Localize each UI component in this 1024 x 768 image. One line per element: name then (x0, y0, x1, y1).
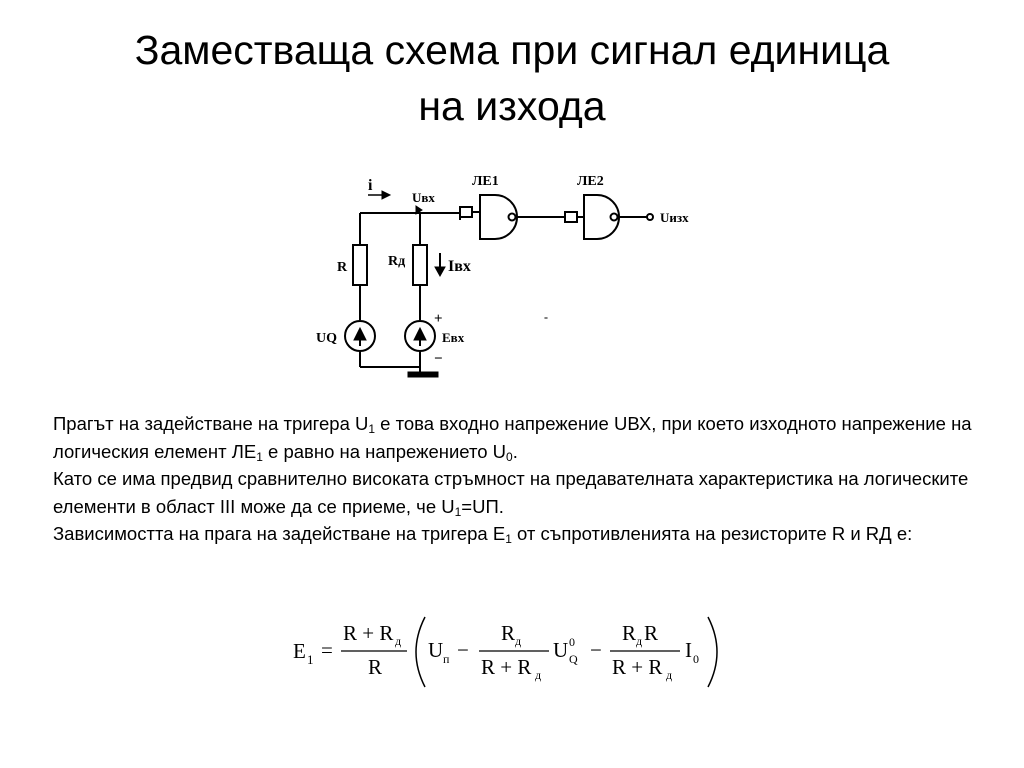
logic-gate-le1 (480, 195, 517, 239)
frac1-numerator-sub: д (395, 634, 402, 648)
formula-up: U (428, 638, 444, 662)
label-uvx: Uвх (412, 190, 435, 205)
current-i-arrow-icon (382, 191, 390, 199)
formula-i0-sub: 0 (693, 652, 699, 666)
label-r: R (337, 260, 348, 275)
frac3-numerator-sub: д (636, 634, 643, 648)
label-le2: ЛЕ2 (577, 174, 604, 189)
frac2-numerator: R (501, 621, 516, 645)
label-rd: Rд (388, 254, 406, 269)
gate1-input-box (460, 207, 472, 217)
label-le1: ЛЕ1 (472, 174, 499, 189)
title-line-1: Заместваща схема при сигнал единица (134, 27, 890, 73)
label-minus: − (434, 351, 443, 367)
label-uq: UQ (316, 331, 337, 346)
ground-symbol (408, 372, 438, 377)
label-plus: + (434, 311, 443, 327)
paragraph-sentence-1: Прагът на задействане на тригера $U_1$ е това входно напрежение UВХ, при което изходното напрежение на логическия елемент $ЛЕ_1$ е равно на напрежението $U_0$. (53, 413, 972, 464)
right-paren (708, 617, 717, 687)
uq-arrow-icon (354, 328, 366, 340)
label-stray-dash: - (544, 310, 548, 324)
logic-gate-le2 (584, 195, 619, 239)
left-paren (416, 617, 425, 687)
formula-minus-1: − (457, 638, 469, 662)
frac3-denominator: R + R (612, 655, 663, 679)
frac2-denominator: R + R (481, 655, 532, 679)
label-i: i (368, 177, 373, 194)
formula-e-sub: 1 (307, 652, 314, 667)
evx-arrow-icon (414, 328, 426, 340)
frac3-numerator-tail: R (644, 621, 659, 645)
label-evx: Eвх (442, 330, 465, 345)
paragraph-sentence-2: Като се има предвид сравнително високата стръмност на предавателната характеристика на логическите елементи в област III може да се приеме, че $U_1=UП$. (53, 468, 969, 519)
frac1-denominator: R (368, 655, 383, 679)
formula-up-sub: п (443, 652, 450, 666)
frac1-numerator: R + R (343, 621, 394, 645)
threshold-formula (285, 612, 735, 690)
output-terminal (647, 214, 653, 220)
label-uizh: Uизх (660, 210, 689, 225)
frac2-numerator-sub: д (515, 634, 522, 648)
paragraph-sentence-3: Зависимостта на прага на задействане на тригера $E_1$ от съпротивленията на резисторите R и RД е: (53, 523, 913, 546)
formula-e: E (293, 639, 306, 663)
frac2-denominator-sub: д (535, 668, 542, 682)
page-title (0, 22, 1024, 134)
formula-minus-2: − (590, 638, 602, 662)
formula-i0: I (685, 638, 692, 662)
formula-uq-sup: 0 (569, 635, 575, 649)
equivalent-circuit-diagram (300, 165, 720, 387)
current-ivx-arrow-icon (435, 267, 445, 276)
frac3-denominator-sub: д (666, 668, 673, 682)
formula-uq: U (553, 638, 569, 662)
label-ivx: Iвх (448, 258, 471, 275)
gate2-output-bubble (611, 214, 618, 221)
resistor-rd (413, 245, 427, 285)
title-line-2: на изхода (418, 83, 606, 129)
gate1-output-bubble (509, 214, 516, 221)
formula-uq-sub: Q (569, 652, 578, 666)
description-paragraph (53, 410, 973, 548)
formula-eq: = (321, 638, 333, 662)
gate2-input-box (565, 212, 577, 222)
frac3-numerator: R (622, 621, 637, 645)
resistor-r (353, 245, 367, 285)
